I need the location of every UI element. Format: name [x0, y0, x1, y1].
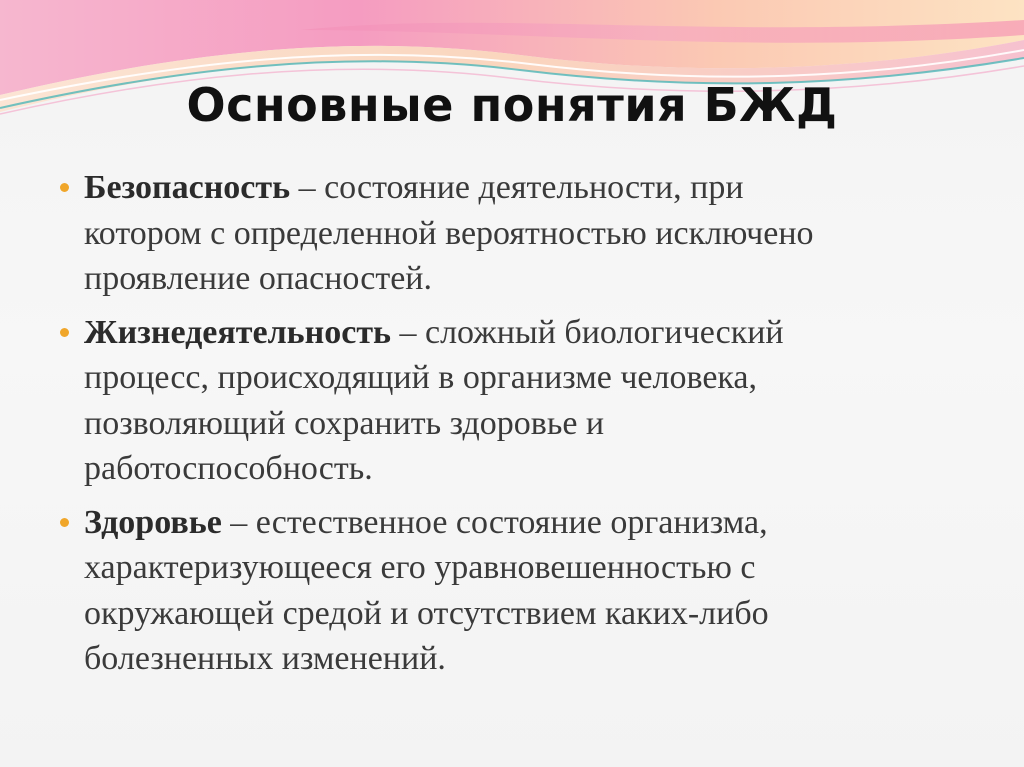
term-zhiznedeyatelnost: Жизнедеятельность [84, 313, 391, 351]
definitions-list [60, 165, 960, 690]
bullet-dot-icon [60, 183, 69, 192]
definition-first-line [84, 310, 960, 356]
definition-text: – естественное состояние организма, [221, 503, 768, 541]
definition-text: позволяющий сохранить здоровье и [84, 404, 605, 442]
definition-text: характеризующееся его уравновешенностью с [84, 549, 756, 586]
definition-first-line [84, 500, 960, 546]
definition-text: проявление опасностей. [84, 260, 432, 297]
slide-title: Основные понятия БЖД [186, 78, 838, 132]
definition-text: – состояние деятельности, при [290, 169, 744, 206]
list-item [60, 165, 960, 302]
definition-text: работоспособность. [84, 450, 373, 487]
list-item [60, 310, 960, 492]
definition-text: – сложный биологический [391, 313, 784, 351]
definition-text: болезненных изменений. [84, 640, 446, 677]
bullet-dot-icon [60, 328, 69, 337]
term-bezopasnost: Безопасность [84, 169, 291, 206]
definition-text: окружающей средой и отсутствием каких-либо [84, 594, 769, 632]
definition-text: процесс, происходящий в организме человека, [84, 359, 758, 396]
bullet-dot-icon [60, 518, 69, 527]
list-item [60, 500, 960, 682]
term-zdorove: Здоровье [84, 503, 222, 541]
definition-first-line [84, 165, 960, 211]
definition-text: котором с определенной вероятностью исключено [84, 214, 814, 252]
